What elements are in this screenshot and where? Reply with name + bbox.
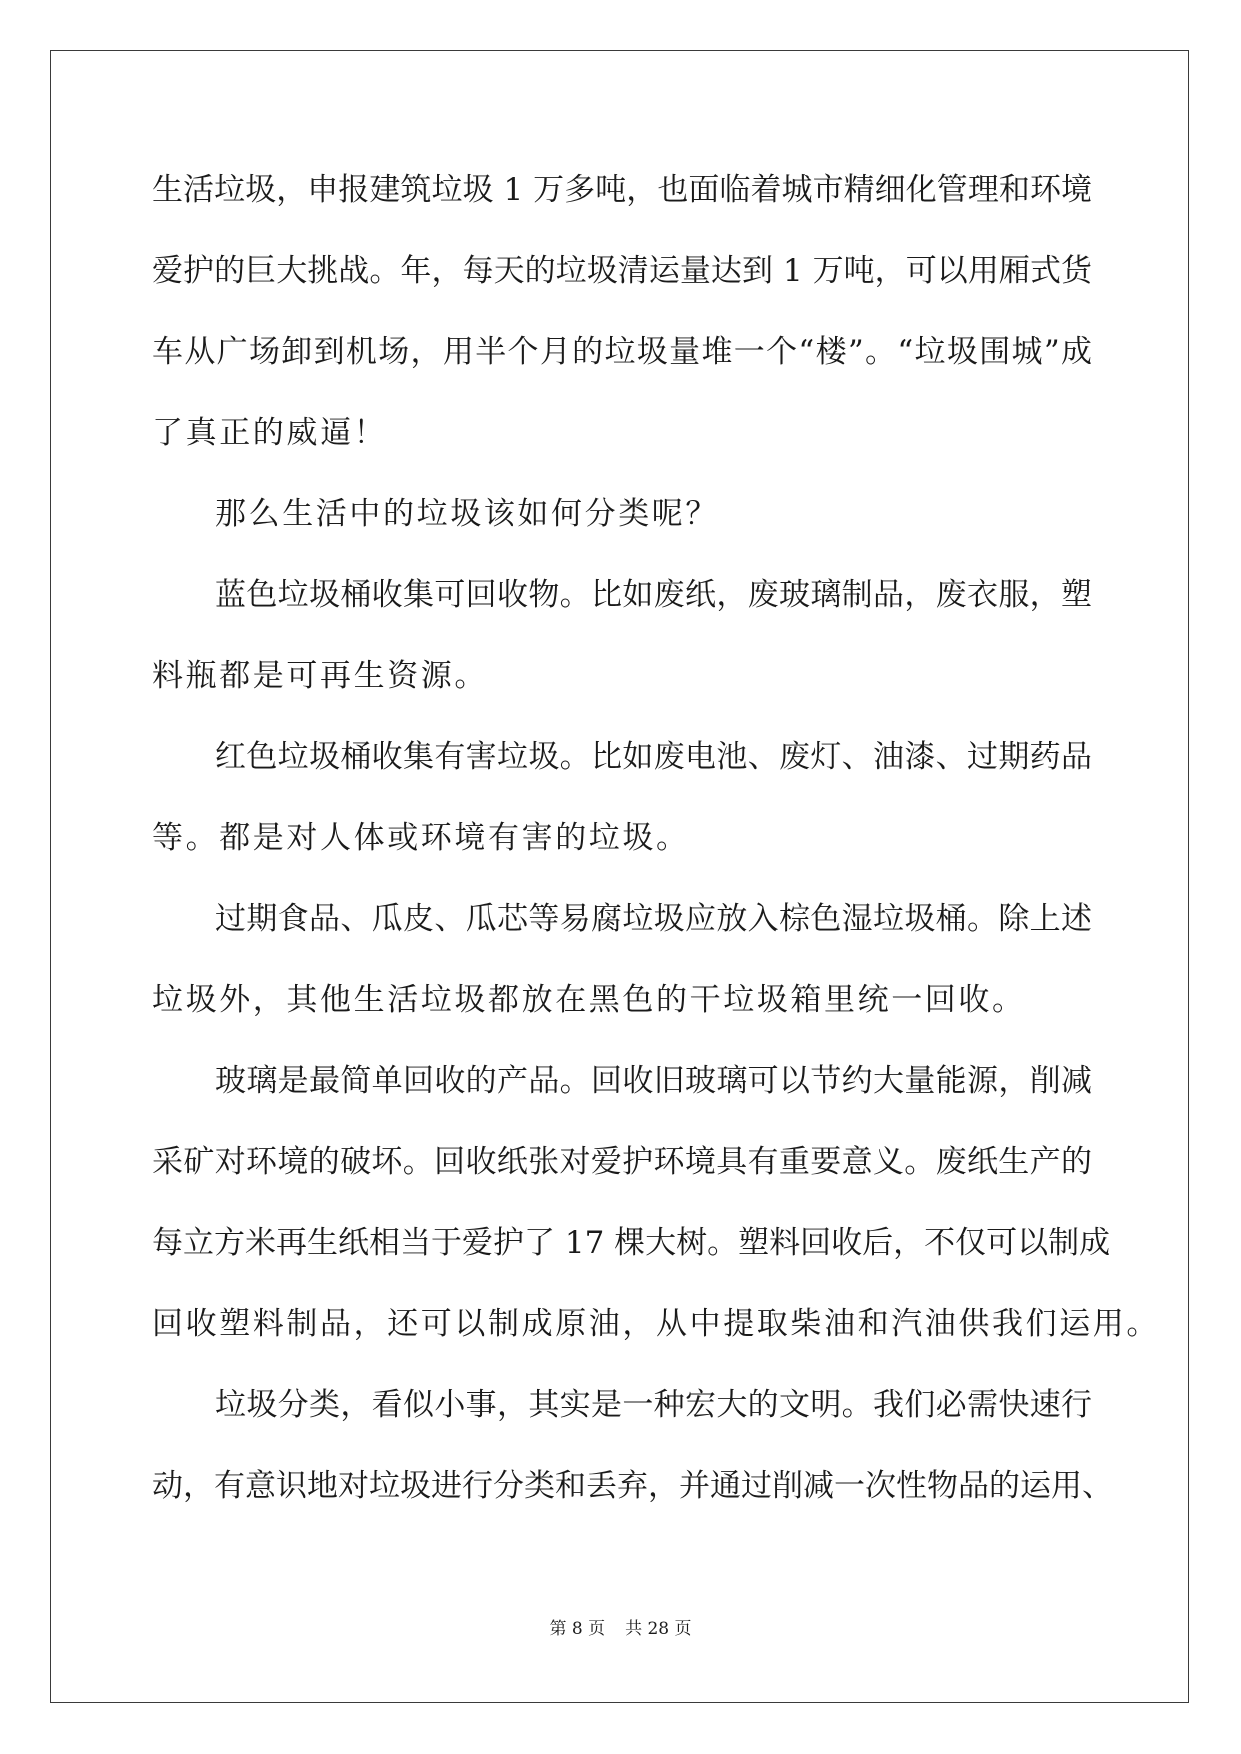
page-footer — [0, 1614, 1241, 1639]
paragraph-line: 红色垃圾桶收集有害垃圾。比如废电池、废灯、油漆、过期药品 — [215, 739, 1092, 775]
paragraph-line: 垃圾外，其他生活垃圾都放在黑色的干垃圾箱里统一回收。 — [152, 982, 1026, 1018]
paragraph-line: 生活垃圾，申报建筑垃圾 1 万多吨，也面临着城市精细化管理和环境 — [152, 172, 1092, 208]
paragraph-line: 车从广场卸到机场，用半个月的垃圾量堆一个“楼”。“垃圾围城”成 — [152, 334, 1092, 370]
paragraph-line: 爱护的巨大挑战。年，每天的垃圾清运量达到 1 万吨，可以用厢式货 — [152, 253, 1092, 289]
paragraph-line: 回收塑料制品，还可以制成原油，从中提取柴油和汽油供我们运用。 — [152, 1306, 1160, 1342]
page-number-total: 共 28 页 — [625, 1619, 692, 1639]
paragraph-line: 玻璃是最简单回收的产品。回收旧玻璃可以节约大量能源，削减 — [215, 1063, 1092, 1099]
paragraph-line: 垃圾分类，看似小事，其实是一种宏大的文明。我们必需快速行 — [215, 1387, 1092, 1423]
paragraph-line: 采矿对环境的破坏。回收纸张对爱护环境具有重要意义。废纸生产的 — [152, 1144, 1092, 1180]
paragraph-line: 过期食品、瓜皮、瓜芯等易腐垃圾应放入棕色湿垃圾桶。除上述 — [215, 901, 1092, 937]
paragraph-line: 动，有意识地对垃圾进行分类和丢弃，并通过削减一次性物品的运用、 — [152, 1468, 1113, 1504]
paragraph-line: 等。都是对人体或环境有害的垃圾。 — [152, 820, 690, 856]
paragraph-line: 蓝色垃圾桶收集可回收物。比如废纸，废玻璃制品，废衣服，塑 — [215, 577, 1092, 613]
paragraph-line: 料瓶都是可再生资源。 — [152, 658, 488, 694]
paragraph-line: 了真正的威逼！ — [152, 415, 388, 451]
paragraph-line: 那么生活中的垃圾该如何分类呢？ — [215, 496, 719, 532]
page-number-current: 第 8 页 — [549, 1619, 606, 1639]
document-body — [152, 166, 1160, 1543]
paragraph-line: 每立方米再生纸相当于爱护了 17 棵大树。塑料回收后，不仅可以制成 — [152, 1225, 1111, 1261]
